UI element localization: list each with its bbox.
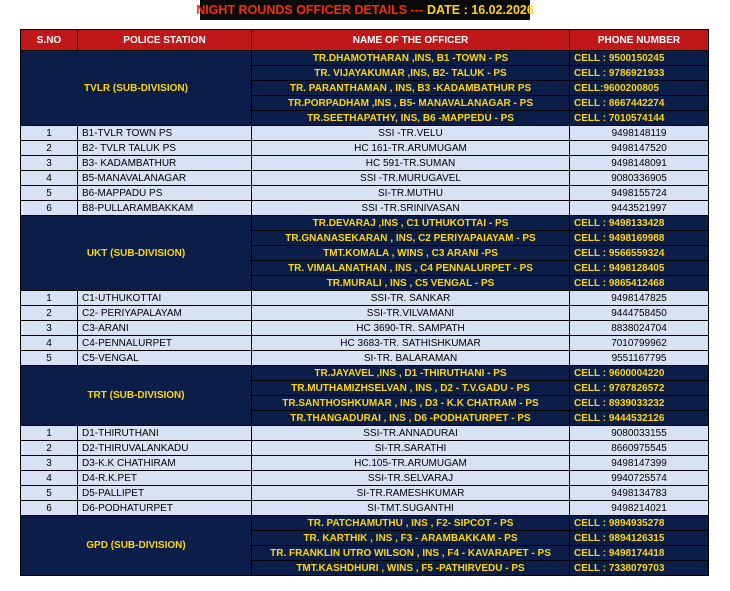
row-sno: 5	[21, 351, 78, 366]
inspector-phone: CELL : 9498169988	[570, 231, 709, 246]
row-officer: SI-TR.MUTHU	[252, 186, 570, 201]
row-sno: 4	[21, 471, 78, 486]
row-station: C2- PERIYAPALAYAM	[78, 306, 252, 321]
inspector-name: TR. KARTHIK , INS , F3 - ARAMBAKKAM - PS	[252, 531, 570, 546]
row-station: C1-UTHUKOTTAI	[78, 291, 252, 306]
row-station: C4-PENNALURPET	[78, 336, 252, 351]
table-row	[21, 186, 709, 201]
subdivision-name: TRT (SUB-DIVISION)	[21, 366, 252, 426]
title-date: DATE : 16.02.2026	[427, 3, 534, 17]
row-phone: 9498148091	[570, 156, 709, 171]
row-station: B2- TVLR TALUK PS	[78, 141, 252, 156]
row-station: D4-R.K.PET	[78, 471, 252, 486]
inspector-name: TMT.KOMALA , WINS , C3 ARANI -PS	[252, 246, 570, 261]
row-officer: HC 161-TR.ARUMUGAM	[252, 141, 570, 156]
inspector-name: TR.MUTHAMIZHSELVAN , INS , D2 - T.V.GADU - PS	[252, 381, 570, 396]
row-phone: 9080033155	[570, 426, 709, 441]
row-sno: 1	[21, 291, 78, 306]
row-sno: 5	[21, 186, 78, 201]
table-row	[21, 441, 709, 456]
inspector-name: TR. VIMALANATHAN , INS , C4 PENNALURPET - PS	[252, 261, 570, 276]
row-station: D1-THIRUTHANI	[78, 426, 252, 441]
inspector-name: TR.JAYAVEL ,INS , D1 -THIRUTHANI - PS	[252, 366, 570, 381]
row-officer: SSI-TR.VILVAMANI	[252, 306, 570, 321]
inspector-name: TR. PATCHAMUTHU , INS , F2- SIPCOT - PS	[252, 516, 570, 531]
table-row	[21, 456, 709, 471]
row-officer: SI-TR. BALARAMAN	[252, 351, 570, 366]
row-phone: 9443521997	[570, 201, 709, 216]
table-row	[21, 351, 709, 366]
row-sno: 4	[21, 336, 78, 351]
row-officer: HC.105-TR.ARUMUGAM	[252, 456, 570, 471]
inspector-name: TR. VIJAYAKUMAR ,INS, B2- TALUK - PS	[252, 66, 570, 81]
row-officer: SSI-TR. SANKAR	[252, 291, 570, 306]
page-title	[196, 0, 534, 20]
table-row	[21, 171, 709, 186]
row-station: D6-PODHATURPET	[78, 501, 252, 516]
officer-table	[20, 29, 709, 576]
inspector-phone: CELL : 9498128405	[570, 261, 709, 276]
row-officer: SI-TMT.SUGANTHI	[252, 501, 570, 516]
inspector-phone: CELL:9600200805	[570, 81, 709, 96]
inspector-name: TR. FRANKLIN UTRO WILSON , INS , F4 - KAVARAPET - PS	[252, 546, 570, 561]
row-sno: 6	[21, 501, 78, 516]
row-phone: 8660975545	[570, 441, 709, 456]
row-sno: 3	[21, 156, 78, 171]
row-sno: 5	[21, 486, 78, 501]
col-header-officer: NAME OF THE OFFICER	[252, 30, 570, 51]
row-officer: SSI-TR.SELVARAJ	[252, 471, 570, 486]
inspector-phone: CELL : 9786921933	[570, 66, 709, 81]
subdivision-name: TVLR (SUB-DIVISION)	[21, 51, 252, 126]
row-phone: 9498148119	[570, 126, 709, 141]
row-phone: 9551167795	[570, 351, 709, 366]
row-officer: HC 3690-TR. SAMPATH	[252, 321, 570, 336]
table-row	[21, 306, 709, 321]
inspector-name: TR.MURALI , INS , C5 VENGAL - PS	[252, 276, 570, 291]
row-station: D3-K.K CHATHIRAM	[78, 456, 252, 471]
inspector-name: TMT.KASHDHURI , WINS , F5 -PATHIRVEDU - PS	[252, 561, 570, 576]
row-sno: 2	[21, 441, 78, 456]
row-phone: 9444758450	[570, 306, 709, 321]
row-sno: 2	[21, 306, 78, 321]
subdivision-row	[21, 216, 709, 231]
inspector-name: TR.SEETHAPATHY, INS, B6 -MAPPEDU - PS	[252, 111, 570, 126]
table-body	[21, 51, 709, 576]
inspector-name: TR.GNANASEKARAN , INS, C2 PERIYAPAIAYAM - PS	[252, 231, 570, 246]
col-header-phone: PHONE NUMBER	[570, 30, 709, 51]
row-station: D5-PALLIPET	[78, 486, 252, 501]
row-officer: SI-TR.RAMESHKUMAR	[252, 486, 570, 501]
inspector-phone: CELL : 9498133428	[570, 216, 709, 231]
table-row	[21, 486, 709, 501]
row-phone: 9498134783	[570, 486, 709, 501]
row-officer: HC 3683-TR. SATHISHKUMAR	[252, 336, 570, 351]
row-phone: 9498147399	[570, 456, 709, 471]
row-phone: 9498155724	[570, 186, 709, 201]
row-phone: 9498214021	[570, 501, 709, 516]
table-row	[21, 126, 709, 141]
table-row	[21, 471, 709, 486]
row-officer: SSI -TR.VELU	[252, 126, 570, 141]
row-phone: 8838024704	[570, 321, 709, 336]
inspector-phone: CELL : 9444532126	[570, 411, 709, 426]
table-row	[21, 291, 709, 306]
row-station: C5-VENGAL	[78, 351, 252, 366]
row-officer: SI-TR.SARATHI	[252, 441, 570, 456]
inspector-phone: CELL : 9500150245	[570, 51, 709, 66]
row-officer: HC 591-TR.SUMAN	[252, 156, 570, 171]
row-phone: 9080336905	[570, 171, 709, 186]
table-row	[21, 156, 709, 171]
subdivision-name: GPD (SUB-DIVISION)	[21, 516, 252, 576]
row-phone: 9498147825	[570, 291, 709, 306]
row-sno: 1	[21, 126, 78, 141]
row-station: B3- KADAMBATHUR	[78, 156, 252, 171]
inspector-phone: CELL : 7338079703	[570, 561, 709, 576]
row-sno: 3	[21, 321, 78, 336]
inspector-name: TR.PORPADHAM ,INS , B5- MANAVALANAGAR - PS	[252, 96, 570, 111]
table-row	[21, 141, 709, 156]
row-station: B1-TVLR TOWN PS	[78, 126, 252, 141]
col-header-sno: S.NO	[21, 30, 78, 51]
row-sno: 1	[21, 426, 78, 441]
table-row	[21, 426, 709, 441]
row-station: B8-PULLARAMBAKKAM	[78, 201, 252, 216]
row-officer: SSI -TR.SRINIVASAN	[252, 201, 570, 216]
row-phone: 9940725574	[570, 471, 709, 486]
row-station: C3-ARANI	[78, 321, 252, 336]
table-row	[21, 501, 709, 516]
row-sno: 2	[21, 141, 78, 156]
title-text: NIGHT ROUNDS OFFICER DETAILS ---	[196, 3, 424, 17]
row-phone: 9498147520	[570, 141, 709, 156]
row-sno: 3	[21, 456, 78, 471]
subdivision-row	[21, 51, 709, 66]
subdivision-row	[21, 516, 709, 531]
inspector-phone: CELL : 8939033232	[570, 396, 709, 411]
subdivision-name: UKT (SUB-DIVISION)	[21, 216, 252, 291]
inspector-name: TR.THANGADURAI , INS , D6 -PODHATURPET - PS	[252, 411, 570, 426]
row-station: D2-THIRUVALANKADU	[78, 441, 252, 456]
inspector-phone: CELL : 9787826572	[570, 381, 709, 396]
row-station: B6-MAPPADU PS	[78, 186, 252, 201]
header-row	[21, 30, 709, 51]
row-phone: 7010799962	[570, 336, 709, 351]
inspector-phone: CELL : 9600004220	[570, 366, 709, 381]
inspector-name: TR.DEVARAJ ,INS , C1 UTHUKOTTAI - PS	[252, 216, 570, 231]
row-officer: SSI -TR.MURUGAVEL	[252, 171, 570, 186]
inspector-phone: CELL : 9894126315	[570, 531, 709, 546]
inspector-name: TR. PARANTHAMAN , INS, B3 -KADAMBATHUR PS	[252, 81, 570, 96]
table-row	[21, 321, 709, 336]
row-sno: 6	[21, 201, 78, 216]
inspector-phone: CELL : 9498174418	[570, 546, 709, 561]
table-row	[21, 336, 709, 351]
row-sno: 4	[21, 171, 78, 186]
row-officer: SSI-TR.ANNADURAI	[252, 426, 570, 441]
col-header-station: POLICE STATION	[78, 30, 252, 51]
subdivision-row	[21, 366, 709, 381]
row-station: B5-MANAVALANAGAR	[78, 171, 252, 186]
inspector-phone: CELL : 9894935278	[570, 516, 709, 531]
inspector-phone: CELL : 7010574144	[570, 111, 709, 126]
inspector-phone: CELL : 8667442274	[570, 96, 709, 111]
inspector-phone: CELL : 9865412468	[570, 276, 709, 291]
inspector-name: TR.DHAMOTHARAN ,INS, B1 -TOWN - PS	[252, 51, 570, 66]
table-row	[21, 201, 709, 216]
inspector-name: TR.SANTHOSHKUMAR , INS , D3 - K.K CHATRAM - PS	[252, 396, 570, 411]
inspector-phone: CELL : 9566559324	[570, 246, 709, 261]
